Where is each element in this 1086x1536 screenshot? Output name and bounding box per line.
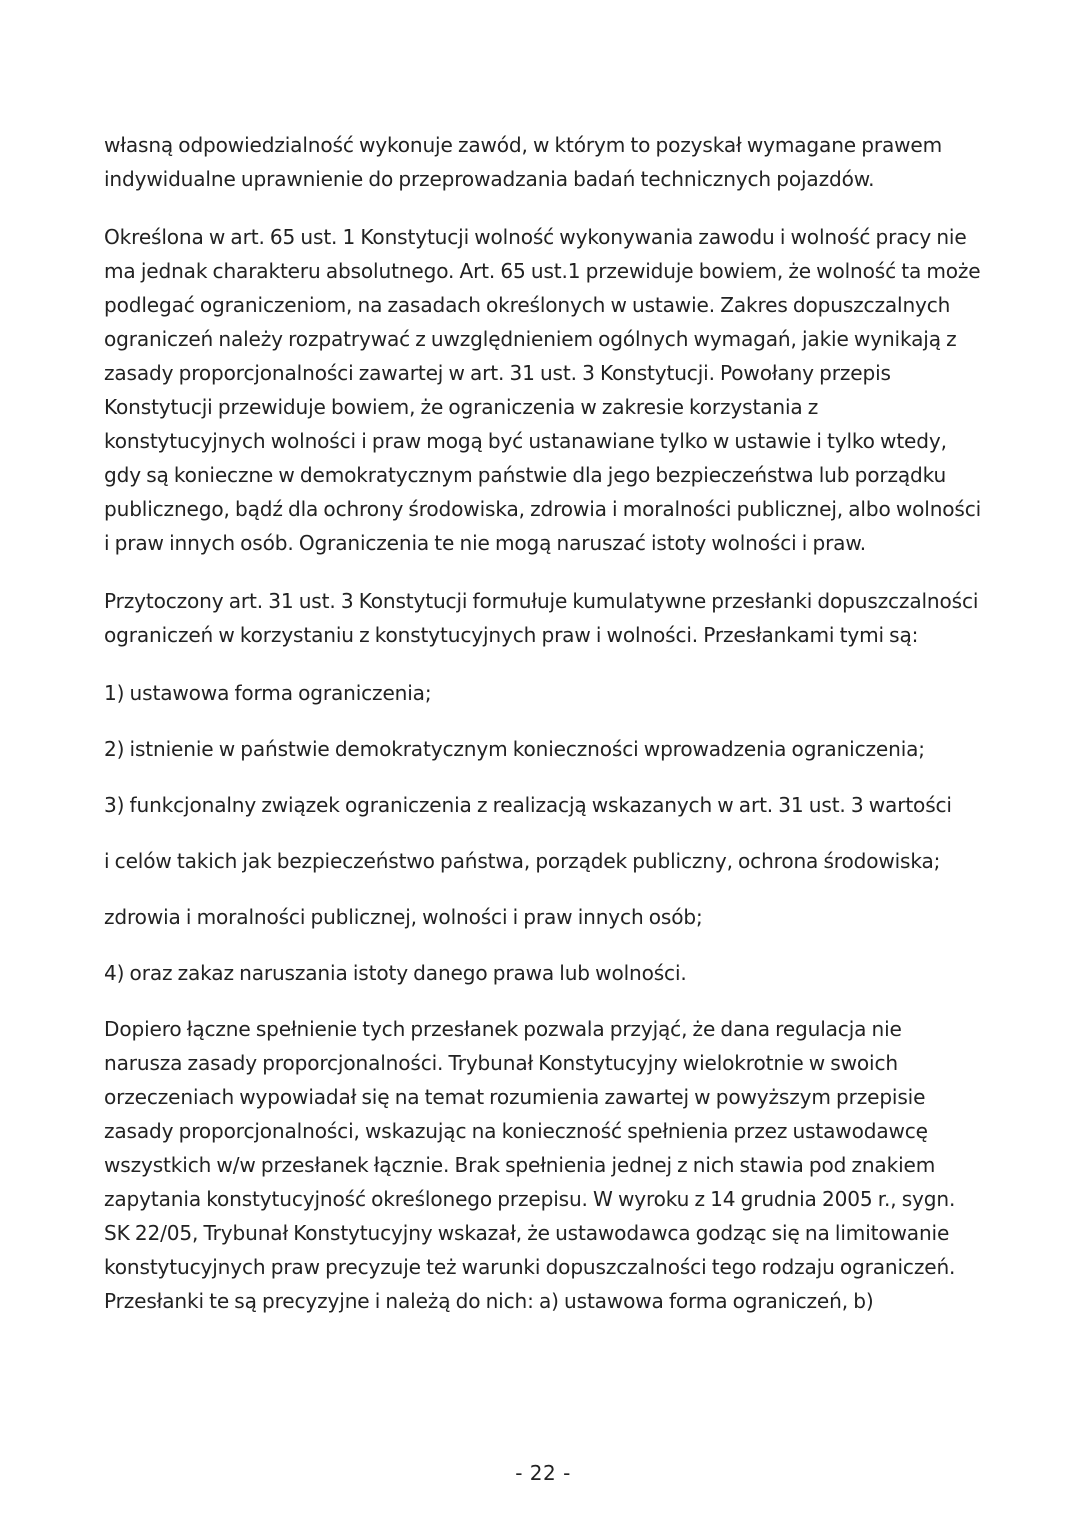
list-item-3: 3) funkcjonalny związek ograniczenia z realizacją wskazanych w art. 31 ust. 3 wartości	[104, 793, 952, 817]
paragraph-3: Przytoczony art. 31 ust. 3 Konstytucji formułuje kumulatywne przesłanki dopuszczalności ograniczeń w korzystaniu z konstytucyjnych praw i wolności. Przesłankami tymi są:	[104, 589, 979, 647]
premises-list	[104, 676, 984, 990]
paragraph-1: własną odpowiedzialność wykonuje zawód, w którym to pozyskał wymagane prawem indywidualne uprawnienie do przeprowadzania badań technicznych pojazdów.	[104, 133, 943, 191]
list-item-3-continuation: i celów takich jak bezpieczeństwo państwa, porządek publiczny, ochrona środowiska;	[104, 849, 941, 873]
list-item-2: 2) istnienie w państwie demokratycznym konieczności wprowadzenia ograniczenia;	[104, 737, 925, 761]
closing-paragraph: Dopiero łączne spełnienie tych przesłanek pozwala przyjąć, że dana regulacja nie narusza zasady proporcjonalności. Trybunał Konstytucyjny wielokrotnie w swoich orzeczeniach wypowiadał się na temat rozumienia zawartej w powyższym przepisie zasady proporcjonalności, wskazując na konieczność spełnienia przez ustawodawcę wszystkich w/w przesłanek łącznie. Brak spełnienia jednej z nich stawia pod znakiem zapytania konstytucyjność określonego przepisu. W wyroku z 14 grudnia 2005 r., sygn. SK 22/05, Trybunał Konstytucyjny wskazał, że ustawodawca godząc się na limitowanie konstytucyjnych praw precyzuje też warunki dopuszczalności tego rodzaju ograniczeń. Przesłanki te są precyzyjne i należą do nich: a) ustawowa forma ograniczeń, b)	[104, 1017, 956, 1313]
list-item-1: 1) ustawowa forma ograniczenia;	[104, 681, 432, 705]
page-number: - 22 -	[515, 1461, 571, 1485]
list-item-4: 4) oraz zakaz naruszania istoty danego prawa lub wolności.	[104, 961, 687, 985]
paragraph-2: Określona w art. 65 ust. 1 Konstytucji wolność wykonywania zawodu i wolność pracy nie ma jednak charakteru absolutnego. Art. 65 ust.1 przewiduje bowiem, że wolność ta może podlegać ograniczeniom, na zasadach określonych w ustawie. Zakres dopuszczalnych ograniczeń należy rozpatrywać z uwzględnieniem ogólnych wymagań, jakie wynikają z zasady proporcjonalności zawartej w art. 31 ust. 3 Konstytucji. Powołany przepis Konstytucji przewiduje bowiem, że ograniczenia w zakresie korzystania z konstytucyjnych wolności i praw mogą być ustanawiane tylko w ustawie i tylko wtedy, gdy są konieczne w demokratycznym państwie dla jego bezpieczeństwa lub porządku publicznego, bądź dla ochrony środowiska, zdrowia i moralności publicznej, albo wolności i praw innych osób. Ograniczenia te nie mogą naruszać istoty wolności i praw.	[104, 225, 982, 555]
list-item-3-continuation-2: zdrowia i moralności publicznej, wolności i praw innych osób;	[104, 905, 703, 929]
document-page	[104, 128, 984, 1342]
